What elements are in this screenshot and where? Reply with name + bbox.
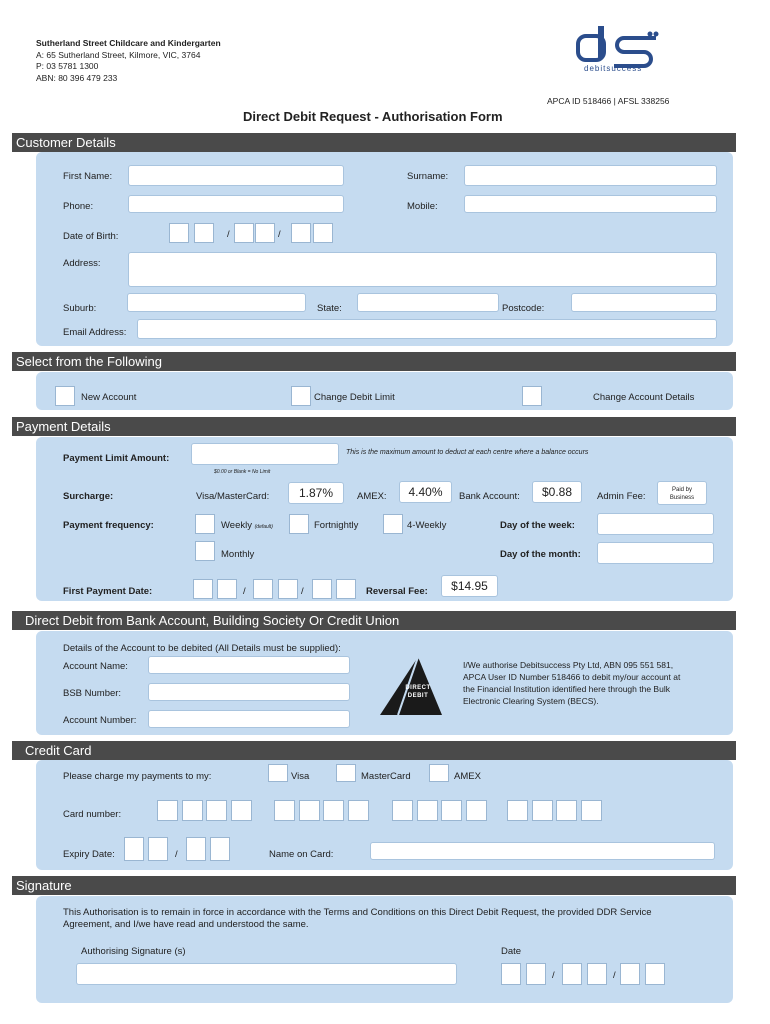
card-digit-box[interactable] xyxy=(392,800,413,821)
sig-date-year-2[interactable] xyxy=(645,963,665,985)
charge-label: Please charge my payments to my: xyxy=(63,771,212,782)
email-label: Email Address: xyxy=(63,327,127,338)
admin-fee-value xyxy=(657,481,707,505)
select-panel xyxy=(36,372,733,410)
mobile-field[interactable] xyxy=(464,195,717,213)
logo-text: debitsuccess xyxy=(584,64,643,73)
visa-label: Visa xyxy=(291,771,310,782)
account-number-field[interactable] xyxy=(148,710,350,728)
reversal-fee-value: $14.95 xyxy=(441,575,498,597)
bank-surcharge: $0.88 xyxy=(532,481,582,503)
state-label: State: xyxy=(317,303,342,314)
new-account-checkbox[interactable] xyxy=(55,386,75,406)
sig-date-day-1[interactable] xyxy=(501,963,521,985)
card-digit-box[interactable] xyxy=(299,800,320,821)
card-digit-box[interactable] xyxy=(348,800,369,821)
card-digit-box[interactable] xyxy=(417,800,438,821)
change-account-details-label: Change Account Details xyxy=(593,392,695,403)
change-debit-limit-checkbox[interactable] xyxy=(291,386,311,406)
card-digit-box[interactable] xyxy=(581,800,602,821)
amex-label: AMEX: xyxy=(357,491,387,502)
mastercard-checkbox[interactable] xyxy=(336,764,356,782)
suburb-label: Suburb: xyxy=(63,303,97,314)
expiry-sep: / xyxy=(175,849,178,860)
dob-sep-2: / xyxy=(278,229,281,240)
dob-sep-1: / xyxy=(227,229,230,240)
address-field[interactable] xyxy=(128,252,717,287)
payment-heading: Payment Details xyxy=(12,417,736,436)
admin-fee-line-1: Paid by xyxy=(671,487,692,493)
card-digit-box[interactable] xyxy=(441,800,462,821)
sig-date-sep-2: / xyxy=(613,970,616,981)
card-digit-box[interactable] xyxy=(157,800,178,821)
customer-details-heading: Customer Details xyxy=(12,133,736,152)
change-account-details-checkbox[interactable] xyxy=(522,386,542,406)
name-on-card-field[interactable] xyxy=(370,842,715,860)
day-of-month-label: Day of the month: xyxy=(500,549,581,560)
visa-mc-surcharge: 1.87% xyxy=(288,482,344,504)
admin-fee-line-2: Business xyxy=(669,495,695,501)
reversal-fee-label: Reversal Fee: xyxy=(366,586,428,597)
sig-date-sep-1: / xyxy=(552,970,555,981)
org-abn: ABN: 80 396 479 233 xyxy=(36,73,118,83)
dob-day-1[interactable] xyxy=(169,223,189,243)
admin-fee-label: Admin Fee: xyxy=(597,491,646,502)
payment-limit-sub: $0.00 or Blank = No Limit xyxy=(214,469,271,475)
dob-year-2[interactable] xyxy=(313,223,333,243)
first-date-year-2[interactable] xyxy=(336,579,356,599)
sig-date-day-2[interactable] xyxy=(526,963,546,985)
account-number-label: Account Number: xyxy=(63,715,137,726)
day-of-week-field[interactable] xyxy=(597,513,714,535)
frequency-label: Payment frequency: xyxy=(63,520,154,531)
change-debit-limit-label: Change Debit Limit xyxy=(314,392,395,403)
amex-surcharge: 4.40% xyxy=(399,481,452,503)
card-digit-box[interactable] xyxy=(556,800,577,821)
expiry-year-1[interactable] xyxy=(186,837,206,861)
bsb-field[interactable] xyxy=(148,683,350,701)
org-name: Sutherland Street Childcare and Kindergarten xyxy=(36,38,221,48)
dob-day-2[interactable] xyxy=(194,223,214,243)
expiry-month-1[interactable] xyxy=(124,837,144,861)
first-date-sep-1: / xyxy=(243,586,246,597)
card-digit-box[interactable] xyxy=(507,800,528,821)
fortnightly-label: Fortnightly xyxy=(314,520,359,531)
signature-label: Authorising Signature (s) xyxy=(81,946,186,957)
expiry-label: Expiry Date: xyxy=(63,849,115,860)
dob-month-1[interactable] xyxy=(234,223,254,243)
phone-field[interactable] xyxy=(128,195,344,213)
four-weekly-label: 4-Weekly xyxy=(407,520,447,531)
address-label: Address: xyxy=(63,258,101,269)
postcode-label: Postcode: xyxy=(502,303,545,314)
surname-label: Surname: xyxy=(407,171,449,182)
card-digit-box[interactable] xyxy=(231,800,252,821)
mobile-label: Mobile: xyxy=(407,201,438,212)
bank-authorisation-text: I/We authorise Debitsuccess Pty Ltd, ABN 095 551 581, APCA User ID Number 518466 to debit my/our account at the Financial Institution identified here through the Bulk Electronic Clearing System (BECS). xyxy=(463,660,681,706)
card-digit-box[interactable] xyxy=(182,800,203,821)
account-name-label: Account Name: xyxy=(63,661,128,672)
expiry-year-2[interactable] xyxy=(210,837,230,861)
credit-card-heading: Credit Card xyxy=(12,741,736,760)
first-date-sep-2: / xyxy=(301,586,304,597)
first-date-month-2[interactable] xyxy=(278,579,298,599)
payment-limit-label: Payment Limit Amount: xyxy=(63,453,170,464)
bank-account-label: Bank Account: xyxy=(459,491,520,502)
date-label: Date xyxy=(501,946,522,957)
state-field[interactable] xyxy=(357,293,499,312)
apca-id: APCA ID 518466 | AFSL 338256 xyxy=(547,96,670,106)
first-date-day-1[interactable] xyxy=(193,579,213,599)
surname-field[interactable] xyxy=(464,165,717,186)
payment-limit-note: This is the maximum amount to deduct at each centre where a balance occurs xyxy=(346,449,589,456)
first-name-field[interactable] xyxy=(128,165,344,186)
weekly-checkbox[interactable] xyxy=(195,514,215,534)
day-of-week-label: Day of the week: xyxy=(500,520,575,531)
first-date-year-1[interactable] xyxy=(312,579,332,599)
monthly-checkbox[interactable] xyxy=(195,541,215,561)
first-name-label: First Name: xyxy=(63,171,113,182)
dob-label: Date of Birth: xyxy=(63,231,119,242)
phone-label: Phone: xyxy=(63,201,94,212)
payment-limit-field[interactable] xyxy=(191,443,339,465)
bank-intro: Details of the Account to be debited (All Details must be supplied): xyxy=(63,643,341,654)
sig-date-year-1[interactable] xyxy=(620,963,640,985)
dob-month-2[interactable] xyxy=(255,223,275,243)
direct-debit-logo-line-2: DEBIT xyxy=(407,693,429,699)
weekly-label: Weekly (default) xyxy=(221,520,273,531)
name-on-card-label: Name on Card: xyxy=(269,849,334,860)
bank-heading: Direct Debit from Bank Account, Building Society Or Credit Union xyxy=(12,611,736,630)
card-number-label: Card number: xyxy=(63,809,122,820)
org-phone: P: 03 5781 1300 xyxy=(36,61,99,71)
new-account-label: New Account xyxy=(81,392,137,403)
card-digit-box[interactable] xyxy=(323,800,344,821)
suburb-field[interactable] xyxy=(127,293,306,312)
dob-year-1[interactable] xyxy=(291,223,311,243)
select-heading: Select from the Following xyxy=(12,352,736,371)
monthly-label: Monthly xyxy=(221,549,255,560)
card-digit-box[interactable] xyxy=(466,800,487,821)
account-name-field[interactable] xyxy=(148,656,350,674)
bsb-label: BSB Number: xyxy=(63,688,122,699)
postcode-field[interactable] xyxy=(571,293,717,312)
card-digit-box[interactable] xyxy=(206,800,227,821)
visa-checkbox[interactable] xyxy=(268,764,288,782)
first-payment-date-label: First Payment Date: xyxy=(63,586,153,597)
expiry-month-2[interactable] xyxy=(148,837,168,861)
first-date-day-2[interactable] xyxy=(217,579,237,599)
day-of-month-field[interactable] xyxy=(597,542,714,564)
sig-date-month-2[interactable] xyxy=(587,963,607,985)
surcharge-label: Surcharge: xyxy=(63,491,114,502)
direct-debit-logo-line-1: DIRECT xyxy=(405,685,431,691)
form-title: Direct Debit Request - Authorisation Form xyxy=(243,109,503,124)
amex-checkbox[interactable] xyxy=(429,764,449,782)
first-date-month-1[interactable] xyxy=(253,579,273,599)
visa-mc-label: Visa/MasterCard: xyxy=(196,491,270,502)
signature-terms: This Authorisation is to remain in force in accordance with the Terms and Conditions on this Direct Debit Request, the provided DDR Service Agreement, and I/we have read and understood the same. xyxy=(63,907,652,930)
signature-heading: Signature xyxy=(12,876,736,895)
card-digit-box[interactable] xyxy=(274,800,295,821)
direct-debit-logo xyxy=(378,655,443,719)
email-field[interactable] xyxy=(137,319,717,339)
signature-field[interactable] xyxy=(76,963,457,985)
amex-card-label: AMEX xyxy=(454,771,481,782)
card-digit-box[interactable] xyxy=(532,800,553,821)
mastercard-label: MasterCard xyxy=(361,771,411,782)
fortnightly-checkbox[interactable] xyxy=(289,514,309,534)
four-weekly-checkbox[interactable] xyxy=(383,514,403,534)
org-address: A: 65 Sutherland Street, Kilmore, VIC, 3764 xyxy=(36,50,201,60)
sig-date-month-1[interactable] xyxy=(562,963,582,985)
